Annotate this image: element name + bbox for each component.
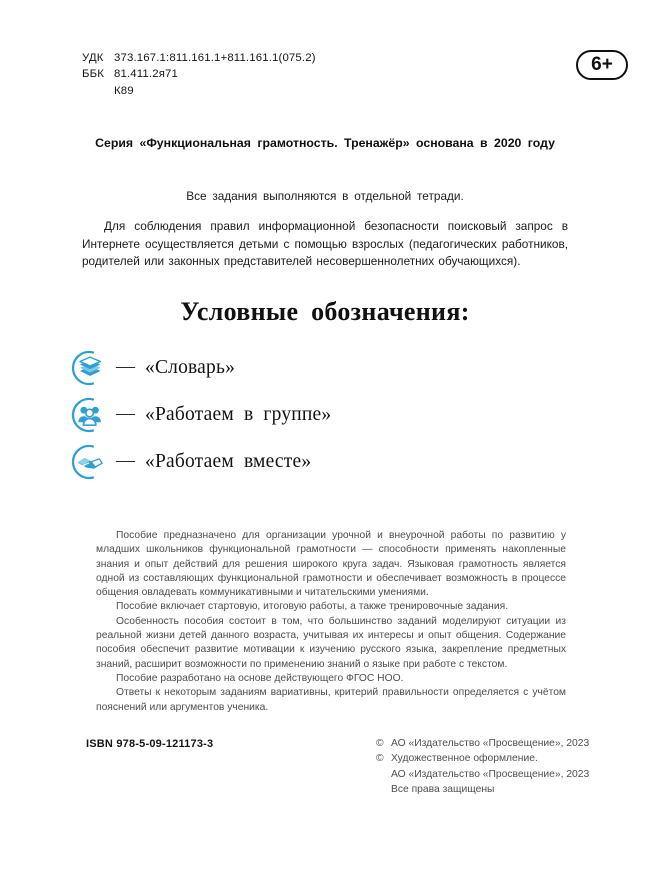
legend-dash: —: [116, 355, 135, 377]
legend-list: [70, 344, 570, 485]
copyright-text: АО «Издательство «Просвещение», 2023: [391, 768, 590, 780]
group-people-icon: [70, 395, 110, 435]
copyright-text: Художественное оформление.: [391, 753, 538, 765]
bbk-value: 81.411.2я71: [114, 68, 178, 81]
author-code-value: К89: [114, 84, 134, 97]
annotation-paragraph: Особенность пособия состоит в том, что большинство заданий моделируют ситуации из реальной жизни детей данного возраста, учитывая их интересы и опыт общения. Содержание пособия обеспечит развитие мотивации к изучению русского языка, закрепление предметных знаний, расширит возможности по применению знаний о языке при работе с текстом.: [96, 615, 566, 670]
classification-row-udk: [82, 50, 316, 66]
copyright-symbol: ©: [376, 753, 384, 765]
age-rating-badge: [576, 50, 628, 80]
legend-dash: —: [116, 402, 135, 424]
copyright-text: Все права защищены: [391, 784, 495, 796]
annotation-block: [96, 529, 566, 715]
udk-value: 373.167.1:811.161.1+811.161.1(075.2): [114, 52, 316, 64]
series-statement: Серия «Функциональная грамотность. Тренажёр» основана в 2020 году: [95, 136, 555, 150]
legend-item-work-together: [70, 438, 570, 485]
annotation-paragraph: Пособие включает стартовую, итоговую работы, а также тренировочные задания.: [116, 601, 509, 613]
udk-label: УДК: [82, 52, 104, 64]
classification-row-bbk: [82, 66, 316, 82]
legend-item-group-work: [70, 391, 570, 438]
handshake-icon: [70, 442, 110, 482]
annotation-paragraph: Пособие предназначено для организации урочной и внеурочной работы по развитию у младших школьников функциональной грамотности — способности применять накопленные знания и опыт действий для решения широкого круга задач. Языковая грамотность является одной из составляющих функциональной грамотности и обеспечивает возможность в процессе общения овладевать коммуникативными и читательскими умениями.: [96, 530, 566, 599]
legend-item-dictionary: [70, 344, 570, 391]
notebook-note: Все задания выполняются в отдельной тетради.: [186, 189, 464, 203]
copyright-block: [376, 736, 589, 798]
copyright-symbol: ©: [376, 738, 384, 749]
copyright-row: [376, 751, 589, 766]
bbk-label: ББК: [82, 68, 105, 81]
annotation-paragraph: Пособие разработано на основе действующего ФГОС НОО.: [116, 672, 404, 684]
isbn-line: ISBN 978-5-09-121173-3: [86, 738, 214, 750]
classification-row-author-code: [82, 83, 316, 99]
copyright-text: АО «Издательство «Просвещение», 2023: [391, 738, 590, 749]
age-rating-label: 6+: [591, 54, 613, 75]
dictionary-book-icon: [70, 348, 110, 388]
copyright-row: [376, 736, 589, 751]
legend-dash: —: [116, 449, 135, 471]
legend-label-work-together: «Работаем вместе»: [145, 450, 312, 472]
copyright-row: [376, 767, 589, 782]
legend-label-dictionary: «Словарь»: [145, 356, 236, 378]
classification-block: [82, 50, 316, 99]
internet-safety-note: Для соблюдения правил информационной безопасности поисковый запрос в Интернете осуществляется детьми с помощью взрослых (педагогических работников, родителей или законных представителей несовершеннолетних обучающихся).: [82, 219, 568, 268]
legend-heading: Условные обозначения:: [180, 297, 470, 326]
annotation-paragraph: Ответы к некоторым заданиям вариативны, критерий правильности определяется с учётом пояснений или аргументов ученика.: [96, 687, 566, 713]
legend-label-group-work: «Работаем в группе»: [145, 403, 332, 425]
copyright-row: [376, 782, 589, 797]
